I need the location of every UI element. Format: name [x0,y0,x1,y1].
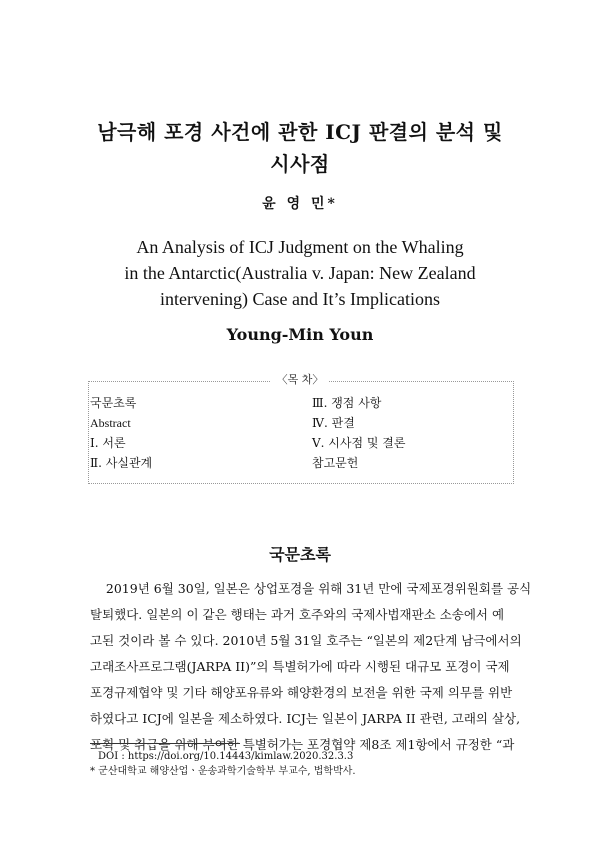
toc-item: 국문초록 [90,396,137,410]
toc-item: Ⅱ. 사실관계 [90,456,153,470]
toc-item: Abstract [90,416,131,430]
toc-item: Ⅲ. 쟁점 사항 [312,396,382,410]
abstract-line: 2019년 6월 30일, 일본은 상업포경을 위해 31년 만에 국제포경위원회를 공식 [90,581,532,596]
english-title-line-3: intervening) Case and It’s Implications [160,289,440,309]
toc-right-column [312,393,405,473]
footnote-divider [90,743,240,744]
toc-item: Ⅴ. 시사점 및 결론 [312,436,406,450]
doi-footnote: DOI : https://doi.org/10.14443/kimlaw.2020.32.3.3 [98,751,354,762]
toc-left-column [90,393,152,473]
toc-item: Ⅳ. 판결 [312,416,355,430]
author-footnote: * 군산대학교 해양산업ㆍ운송과학기술학부 부교수, 법학박사. [90,766,356,777]
abstract-body [90,576,532,758]
toc-heading-label: 〈목 차〉 [271,373,330,386]
abstract-line: 포경규제협약 및 기타 해양포유류와 해양환경의 보전을 위한 국제 의무를 위반 [90,685,513,700]
abstract-line: 고된 것이라 볼 수 있다. 2010년 5월 31일 호주는 “일본의 제2단계 남극에서의 [90,633,522,648]
english-author: Young-Min Youn [226,325,374,344]
toc-heading [0,371,600,387]
abstract-line: 포획 및 취급을 위해 부여한 특별허가는 포경협약 제8조 제1항에서 규정한 “과 [90,737,515,752]
korean-author: 윤 영 민* [262,196,338,212]
korean-title-line-2: 시사점 [270,152,330,176]
abstract-line: 탈퇴했다. 일본의 이 같은 행태는 과거 호주와의 국제사법재판소 소송에서 예 [90,607,505,622]
english-title [40,234,560,312]
korean-title-line-1: 남극해 포경 사건에 관한 ICJ 판결의 분석 및 [97,120,503,144]
abstract-line: 하였다고 ICJ에 일본을 제소하였다. ICJ는 일본이 JARPA II 관련, 고래의 살상, [90,711,521,726]
korean-title [40,116,560,180]
toc-item: Ⅰ. 서론 [90,436,126,450]
footnotes [90,749,356,779]
toc-item: 참고문헌 [312,456,359,470]
english-title-line-1: An Analysis of ICJ Judgment on the Whaling [136,237,464,257]
abstract-heading: 국문초록 [269,545,331,564]
english-title-line-2: in the Antarctic(Australia v. Japan: New Zealand [124,263,476,283]
abstract-line: 고래조사프로그램(JARPA II)”의 특별허가에 따라 시행된 대규모 포경이 국제 [90,659,510,674]
